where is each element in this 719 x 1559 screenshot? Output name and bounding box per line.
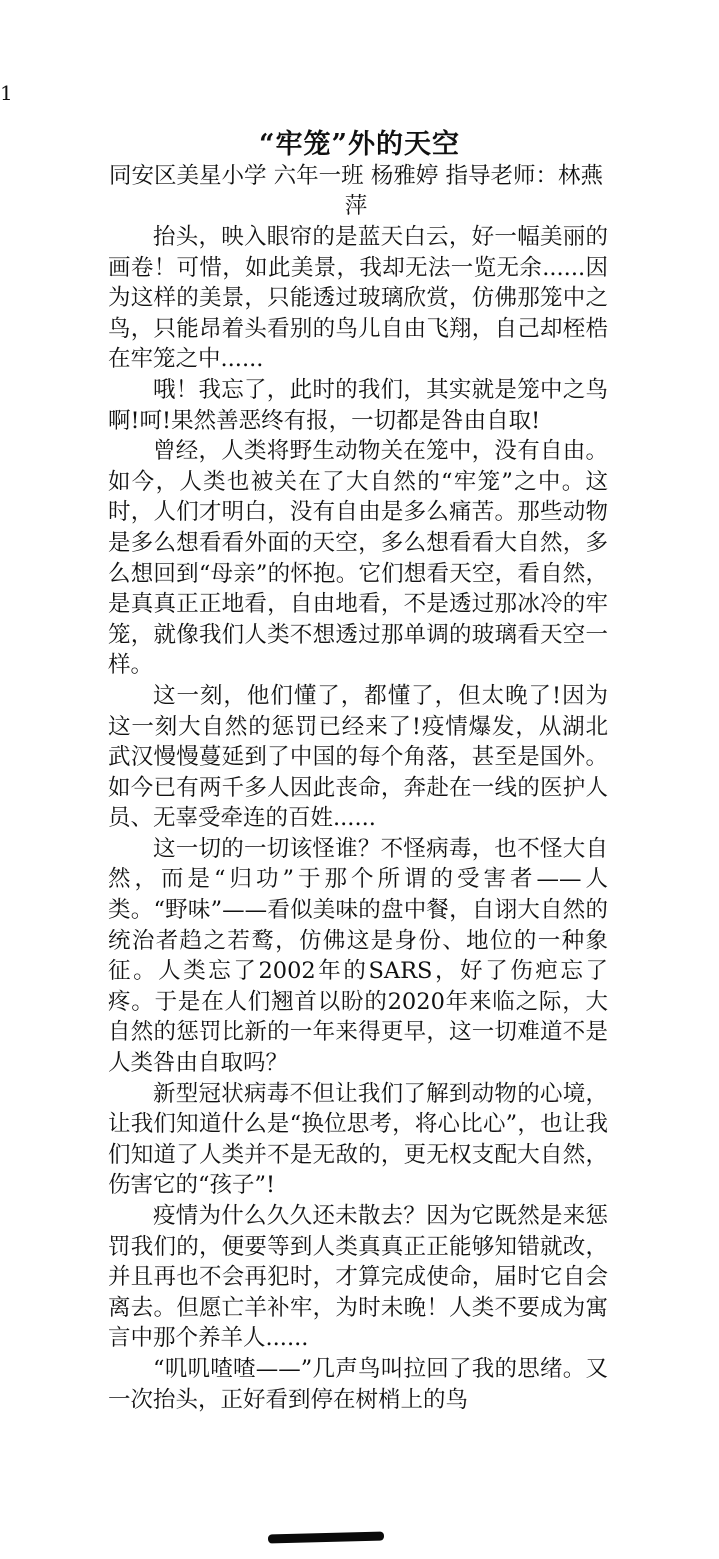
paragraph: 抬头，映入眼帘的是蓝天白云，好一幅美丽的画卷！可惜，如此美景，我却无法一览无余......因为这样的美景，只能透过玻璃欣赏，仿佛那笼中之鸟，只能昂着头看别的鸟儿自由飞翔，自己却桎梏在牢笼之中......	[108, 224, 608, 373]
paragraph: 曾经，人类将野生动物关在笼中，没有自由。如今，人类也被关在了大自然的“牢笼”之中。这时，人们才明白，没有自由是多么痛苦。那些动物是多么想看看外面的天空，多么想看看大自然，多么想回到“母亲”的怀抱。它们想看天空，看自然，是真真正正地看，自由地看，不是透过那冰冷的牢笼，就像我们人类不想透过那单调的玻璃看天空一样。	[108, 438, 608, 679]
paragraph: 这一刻，他们懂了，都懂了，但太晚了!因为这一刻大自然的惩罚已经来了!疫情爆发，从湖北武汉慢慢蔓延到了中国的每个角落，甚至是国外。如今已有两千多人因此丧命，奔赴在一线的医护人员、无辜受牵连的百姓......	[108, 682, 608, 832]
page-number: 1	[0, 81, 13, 105]
paragraph: 这一切的一切该怪谁？不怪病毒，也不怪大自然，而是“归功”于那个所谓的受害者——人类。“野味”——看似美味的盘中餐，自诩大自然的统治者趋之若鹜，仿佛这是身份、地位的一种象征。人类忘了2002年的SARS，好了伤疤忘了疼。于是在人们翘首以盼的2020年来临之际，大自然的惩罚比新的一年来得更早，这一切难道不是人类咎由自取吗？	[108, 835, 608, 1077]
author-byline: 同安区美星小学 六年一班 杨雅婷 指导老师：林燕萍	[109, 163, 603, 219]
essay-body	[108, 222, 608, 1415]
paragraph: 哦！我忘了，此时的我们，其实就是笼中之鸟啊!呵!果然善恶终有报，一切都是咎由自取!	[108, 376, 608, 434]
paragraph: 新型冠状病毒不但让我们了解到动物的心境，让我们知道什么是“换位思考，将心比心”，也让我们知道了人类并不是无敌的，更无权支配大自然，伤害它的“孩子”!	[108, 1080, 608, 1199]
paragraph: 疫情为什么久久还未散去？因为它既然是来惩罚我们的，便要等到人类真真正正能够知错就改，并且再也不会再犯时，才算完成使命，届时它自会离去。但愿亡羊补牢，为时未晚！人类不要成为寓言中那个养羊人......	[108, 1203, 608, 1352]
page-crop-edge	[0, 1544, 719, 1559]
paragraph: “叽叽喳喳——”几声鸟叫拉回了我的思绪。又一次抬头，正好看到停在树梢上的鸟	[108, 1355, 608, 1413]
redaction-mark	[268, 1531, 384, 1543]
document-title: “牢笼”外的天空	[258, 129, 461, 160]
